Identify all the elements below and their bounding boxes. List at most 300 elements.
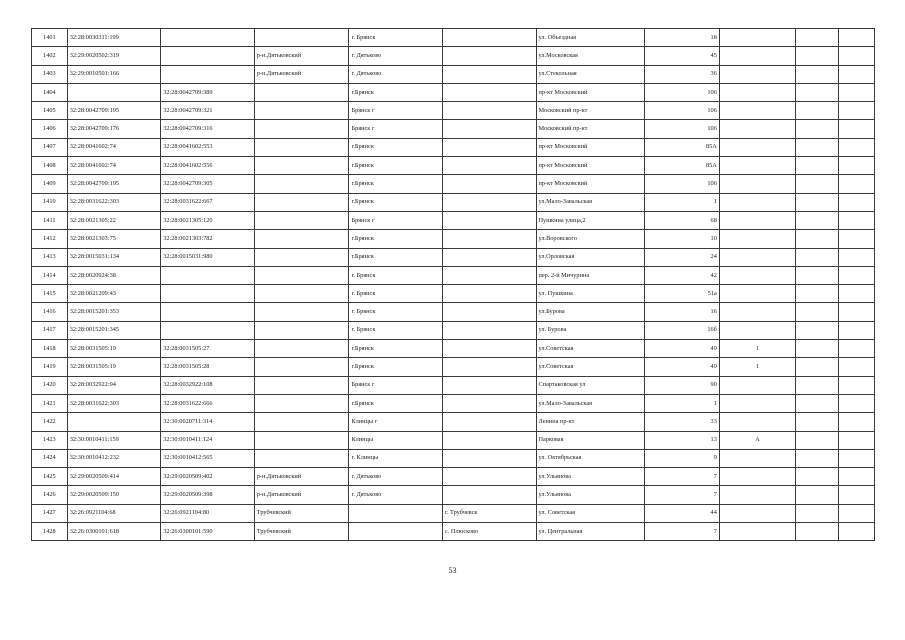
apartment-cell	[796, 102, 839, 120]
cadastral-number-cell: 32:28:0030311:199	[67, 29, 161, 47]
district-cell	[254, 29, 349, 47]
settlement-cell	[442, 29, 536, 47]
extra-cell	[839, 230, 875, 248]
street-cell: ул.Советская	[536, 358, 644, 376]
cadastral-number-cell: 32:26:0921104:68	[67, 504, 161, 522]
district-cell	[254, 376, 349, 394]
building-cadastral-cell: 32:28:0042709:321	[161, 102, 255, 120]
apartment-cell	[796, 285, 839, 303]
district-cell	[254, 413, 349, 431]
building-cadastral-cell: 32:30:0010411:124	[161, 431, 255, 449]
settlement-cell	[442, 468, 536, 486]
district-cell	[254, 193, 349, 211]
apartment-cell	[796, 248, 839, 266]
district-cell	[254, 120, 349, 138]
street-cell: ул.Московская	[536, 47, 644, 65]
district-cell	[254, 157, 349, 175]
district-cell	[254, 431, 349, 449]
building-cadastral-cell: 32:30:0020711:314	[161, 413, 255, 431]
city-cell	[349, 523, 443, 541]
extra-cell	[839, 248, 875, 266]
building-cadastral-cell: 32:28:0015031:980	[161, 248, 255, 266]
building-number-cell	[719, 486, 795, 504]
table-row	[32, 248, 875, 266]
cadastral-number-cell: 32:28:0031622:303	[67, 193, 161, 211]
extra-cell	[839, 29, 875, 47]
city-cell: г. Дятьково	[349, 47, 443, 65]
apartment-cell	[796, 29, 839, 47]
settlement-cell	[442, 376, 536, 394]
house-number-cell: 106	[644, 102, 719, 120]
table-row	[32, 431, 875, 449]
extra-cell	[839, 303, 875, 321]
building-cadastral-cell: 32:28:0042709:316	[161, 120, 255, 138]
extra-cell	[839, 358, 875, 376]
building-number-cell	[719, 211, 795, 229]
street-cell: ул. Объездная	[536, 29, 644, 47]
apartment-cell	[796, 211, 839, 229]
row-number-cell: 1417	[32, 321, 68, 339]
row-number-cell: 1402	[32, 47, 68, 65]
row-number-cell: 1410	[32, 193, 68, 211]
building-number-cell: А	[719, 431, 795, 449]
house-number-cell: 51а	[644, 285, 719, 303]
table-row	[32, 47, 875, 65]
settlement-cell	[442, 431, 536, 449]
cadastral-number-cell: 32:28:0015201:353	[67, 303, 161, 321]
table-body	[32, 29, 875, 541]
cadastral-number-cell: 32:28:0015201:345	[67, 321, 161, 339]
street-cell: ул. Центральная	[536, 523, 644, 541]
building-number-cell	[719, 120, 795, 138]
extra-cell	[839, 266, 875, 284]
building-cadastral-cell: 32:30:0010412:565	[161, 449, 255, 467]
building-number-cell	[719, 321, 795, 339]
building-number-cell	[719, 102, 795, 120]
district-cell	[254, 321, 349, 339]
row-number-cell: 1421	[32, 394, 68, 412]
apartment-cell	[796, 504, 839, 522]
district-cell	[254, 266, 349, 284]
row-number-cell: 1409	[32, 175, 68, 193]
extra-cell	[839, 285, 875, 303]
district-cell: р-н.Дятьковский	[254, 486, 349, 504]
apartment-cell	[796, 413, 839, 431]
apartment-cell	[796, 486, 839, 504]
district-cell	[254, 358, 349, 376]
row-number-cell: 1422	[32, 413, 68, 431]
house-number-cell: 106	[644, 120, 719, 138]
building-number-cell	[719, 175, 795, 193]
house-number-cell: 1	[644, 394, 719, 412]
table-row	[32, 523, 875, 541]
settlement-cell	[442, 449, 536, 467]
city-cell: Брянск г	[349, 120, 443, 138]
house-number-cell: 106	[644, 83, 719, 101]
building-number-cell	[719, 504, 795, 522]
city-cell: Брянск г	[349, 211, 443, 229]
cadastral-number-cell: 32:30:0010411:159	[67, 431, 161, 449]
street-cell: ул.Мало-Завальская	[536, 193, 644, 211]
table-row	[32, 303, 875, 321]
settlement-cell	[442, 266, 536, 284]
house-number-cell: 45	[644, 47, 719, 65]
district-cell: Трубчевский	[254, 504, 349, 522]
house-number-cell: 49	[644, 358, 719, 376]
building-cadastral-cell	[161, 47, 255, 65]
building-number-cell	[719, 266, 795, 284]
city-cell: г.Брянск	[349, 248, 443, 266]
cadastral-number-cell: 32:28:0042709:195	[67, 175, 161, 193]
building-cadastral-cell: 32:28:0032922:108	[161, 376, 255, 394]
settlement-cell	[442, 193, 536, 211]
building-number-cell: 1	[719, 340, 795, 358]
settlement-cell	[442, 486, 536, 504]
cadastral-number-cell: 32:28:0031505:19	[67, 358, 161, 376]
building-cadastral-cell	[161, 285, 255, 303]
apartment-cell	[796, 266, 839, 284]
city-cell: г.Брянск	[349, 138, 443, 156]
row-number-cell: 1425	[32, 468, 68, 486]
building-number-cell	[719, 193, 795, 211]
apartment-cell	[796, 65, 839, 83]
street-cell: ул.Стекольная	[536, 65, 644, 83]
settlement-cell	[442, 138, 536, 156]
row-number-cell: 1427	[32, 504, 68, 522]
district-cell	[254, 138, 349, 156]
building-cadastral-cell: 32:28:0031622:666	[161, 394, 255, 412]
building-cadastral-cell: 32:28:0042709:305	[161, 175, 255, 193]
city-cell: г.Брянск	[349, 394, 443, 412]
extra-cell	[839, 394, 875, 412]
apartment-cell	[796, 449, 839, 467]
district-cell	[254, 211, 349, 229]
row-number-cell: 1401	[32, 29, 68, 47]
apartment-cell	[796, 175, 839, 193]
building-number-cell	[719, 248, 795, 266]
settlement-cell	[442, 340, 536, 358]
street-cell: ул.Советская	[536, 340, 644, 358]
city-cell: г. Дятьково	[349, 65, 443, 83]
page-number: 53	[448, 566, 457, 575]
settlement-cell	[442, 358, 536, 376]
street-cell: пр-кт Московский	[536, 83, 644, 101]
settlement-cell	[442, 248, 536, 266]
city-cell: г. Дятьково	[349, 486, 443, 504]
building-cadastral-cell	[161, 29, 255, 47]
cadastral-number-cell: 32:28:0031505:19	[67, 340, 161, 358]
apartment-cell	[796, 394, 839, 412]
settlement-cell	[442, 120, 536, 138]
house-number-cell: 7	[644, 486, 719, 504]
table-row	[32, 157, 875, 175]
apartment-cell	[796, 358, 839, 376]
table-row	[32, 376, 875, 394]
building-number-cell	[719, 413, 795, 431]
house-number-cell: 7	[644, 523, 719, 541]
street-cell: Пушкина улица,2	[536, 211, 644, 229]
extra-cell	[839, 431, 875, 449]
settlement-cell	[442, 413, 536, 431]
building-cadastral-cell	[161, 266, 255, 284]
district-cell: Трубчевский	[254, 523, 349, 541]
row-number-cell: 1426	[32, 486, 68, 504]
cadastral-number-cell: 32:28:0031622:303	[67, 394, 161, 412]
cadastral-number-cell: 32:29:0020509:414	[67, 468, 161, 486]
building-cadastral-cell	[161, 303, 255, 321]
cadastral-number-cell: 32:28:0021305:22	[67, 211, 161, 229]
street-cell: пр-кт Московский	[536, 175, 644, 193]
cadastral-number-cell: 32:28:0041602:74	[67, 138, 161, 156]
cadastral-number-cell: 32:30:0010412:232	[67, 449, 161, 467]
table-row	[32, 449, 875, 467]
house-number-cell: 68	[644, 211, 719, 229]
city-cell: г.Брянск	[349, 175, 443, 193]
row-number-cell: 1419	[32, 358, 68, 376]
city-cell: г. Брянск	[349, 321, 443, 339]
address-register-table	[31, 28, 875, 541]
settlement-cell	[442, 211, 536, 229]
building-cadastral-cell	[161, 321, 255, 339]
district-cell	[254, 83, 349, 101]
house-number-cell: 49	[644, 340, 719, 358]
city-cell: г.Брянск	[349, 358, 443, 376]
row-number-cell: 1406	[32, 120, 68, 138]
table-row	[32, 340, 875, 358]
cadastral-number-cell: 32:28:0042709:195	[67, 102, 161, 120]
building-number-cell: 1	[719, 358, 795, 376]
table-row	[32, 468, 875, 486]
apartment-cell	[796, 157, 839, 175]
table-row	[32, 138, 875, 156]
cadastral-number-cell: 32:29:0010501:166	[67, 65, 161, 83]
building-cadastral-cell: 32:28:0031622:667	[161, 193, 255, 211]
street-cell: Московский пр-кт	[536, 102, 644, 120]
row-number-cell: 1418	[32, 340, 68, 358]
cadastral-number-cell: 32:28:0015031:134	[67, 248, 161, 266]
table-row	[32, 285, 875, 303]
building-number-cell	[719, 449, 795, 467]
district-cell	[254, 285, 349, 303]
building-cadastral-cell: 32:28:0031505:28	[161, 358, 255, 376]
extra-cell	[839, 138, 875, 156]
street-cell: ул.Орловская	[536, 248, 644, 266]
building-cadastral-cell: 32:28:0021303:782	[161, 230, 255, 248]
building-cadastral-cell	[161, 65, 255, 83]
table-row	[32, 193, 875, 211]
apartment-cell	[796, 230, 839, 248]
street-cell: ул. Бурова	[536, 321, 644, 339]
city-cell: г.Брянск	[349, 230, 443, 248]
street-cell: пер. 2-й Мичурина	[536, 266, 644, 284]
building-number-cell	[719, 376, 795, 394]
building-number-cell	[719, 468, 795, 486]
building-number-cell	[719, 157, 795, 175]
district-cell	[254, 230, 349, 248]
settlement-cell	[442, 230, 536, 248]
apartment-cell	[796, 431, 839, 449]
city-cell: г. Брянск	[349, 303, 443, 321]
apartment-cell	[796, 523, 839, 541]
building-cadastral-cell: 32:28:0042709:389	[161, 83, 255, 101]
settlement-cell: г. Трубчевск	[442, 504, 536, 522]
house-number-cell: 16б	[644, 321, 719, 339]
extra-cell	[839, 504, 875, 522]
extra-cell	[839, 193, 875, 211]
street-cell: ул.Бурова	[536, 303, 644, 321]
building-number-cell	[719, 394, 795, 412]
row-number-cell: 1424	[32, 449, 68, 467]
table-row	[32, 29, 875, 47]
row-number-cell: 1413	[32, 248, 68, 266]
city-cell: Брянск г	[349, 376, 443, 394]
cadastral-number-cell: 32:28:0041602:74	[67, 157, 161, 175]
row-number-cell: 1408	[32, 157, 68, 175]
building-number-cell	[719, 47, 795, 65]
building-cadastral-cell: 32:28:0041602:556	[161, 157, 255, 175]
city-cell: г.Брянск	[349, 193, 443, 211]
street-cell: ул. Советская	[536, 504, 644, 522]
building-cadastral-cell: 32:28:0021305:120	[161, 211, 255, 229]
district-cell: р-н.Дятьковский	[254, 65, 349, 83]
city-cell: г. Дятьково	[349, 468, 443, 486]
street-cell: пр-кт Московский	[536, 138, 644, 156]
cadastral-number-cell	[67, 83, 161, 101]
building-number-cell	[719, 230, 795, 248]
building-cadastral-cell: 32:29:0020509:402	[161, 468, 255, 486]
district-cell	[254, 248, 349, 266]
extra-cell	[839, 102, 875, 120]
building-number-cell	[719, 285, 795, 303]
apartment-cell	[796, 47, 839, 65]
extra-cell	[839, 321, 875, 339]
cadastral-number-cell	[67, 413, 161, 431]
table-row	[32, 413, 875, 431]
table-row	[32, 230, 875, 248]
district-cell	[254, 394, 349, 412]
extra-cell	[839, 340, 875, 358]
building-number-cell	[719, 138, 795, 156]
extra-cell	[839, 413, 875, 431]
city-cell: г. Клинцы	[349, 449, 443, 467]
table-row	[32, 266, 875, 284]
street-cell: ул.Воровского	[536, 230, 644, 248]
district-cell	[254, 449, 349, 467]
cadastral-number-cell: 32:29:0020509:150	[67, 486, 161, 504]
building-cadastral-cell: 32:29:0020509:398	[161, 486, 255, 504]
district-cell	[254, 303, 349, 321]
street-cell: Московский пр-кт	[536, 120, 644, 138]
settlement-cell	[442, 285, 536, 303]
street-cell: пр-кт Московский	[536, 157, 644, 175]
city-cell: Клинцы	[349, 431, 443, 449]
settlement-cell	[442, 394, 536, 412]
table-row	[32, 65, 875, 83]
house-number-cell: 90	[644, 376, 719, 394]
city-cell: г. Брянск	[349, 285, 443, 303]
row-number-cell: 1411	[32, 211, 68, 229]
table-row	[32, 358, 875, 376]
building-cadastral-cell: 32:28:0031505:27	[161, 340, 255, 358]
settlement-cell	[442, 65, 536, 83]
row-number-cell: 1404	[32, 83, 68, 101]
row-number-cell: 1428	[32, 523, 68, 541]
apartment-cell	[796, 83, 839, 101]
row-number-cell: 1412	[32, 230, 68, 248]
cadastral-number-cell: 32:28:0020924:38	[67, 266, 161, 284]
house-number-cell: 7	[644, 468, 719, 486]
house-number-cell: 106	[644, 175, 719, 193]
city-cell: Брянск г	[349, 102, 443, 120]
settlement-cell	[442, 303, 536, 321]
house-number-cell: 36	[644, 65, 719, 83]
apartment-cell	[796, 138, 839, 156]
extra-cell	[839, 449, 875, 467]
extra-cell	[839, 83, 875, 101]
cadastral-number-cell: 32:29:0020502:319	[67, 47, 161, 65]
table-row	[32, 175, 875, 193]
settlement-cell	[442, 47, 536, 65]
house-number-cell: 44	[644, 504, 719, 522]
house-number-cell: 1	[644, 193, 719, 211]
house-number-cell: 85А	[644, 157, 719, 175]
row-number-cell: 1407	[32, 138, 68, 156]
building-number-cell	[719, 65, 795, 83]
building-cadastral-cell: 32:28:0041602:553	[161, 138, 255, 156]
table-row	[32, 504, 875, 522]
row-number-cell: 1423	[32, 431, 68, 449]
row-number-cell: 1420	[32, 376, 68, 394]
cadastral-number-cell: 32:28:0042709:176	[67, 120, 161, 138]
house-number-cell: 9	[644, 449, 719, 467]
extra-cell	[839, 65, 875, 83]
row-number-cell: 1414	[32, 266, 68, 284]
settlement-cell: с. Плюсково	[442, 523, 536, 541]
cadastral-number-cell: 32:28:0021209:43	[67, 285, 161, 303]
street-cell: ул.Мало-Завальская	[536, 394, 644, 412]
settlement-cell	[442, 102, 536, 120]
street-cell: ул. Октябрьская	[536, 449, 644, 467]
building-number-cell	[719, 303, 795, 321]
house-number-cell: 42	[644, 266, 719, 284]
table-row	[32, 102, 875, 120]
extra-cell	[839, 157, 875, 175]
cadastral-number-cell: 32:28:0021303:75	[67, 230, 161, 248]
street-cell: Спартаковская ул	[536, 376, 644, 394]
table-row	[32, 211, 875, 229]
apartment-cell	[796, 193, 839, 211]
settlement-cell	[442, 175, 536, 193]
extra-cell	[839, 376, 875, 394]
extra-cell	[839, 175, 875, 193]
apartment-cell	[796, 376, 839, 394]
row-number-cell: 1405	[32, 102, 68, 120]
extra-cell	[839, 468, 875, 486]
district-cell	[254, 175, 349, 193]
row-number-cell: 1415	[32, 285, 68, 303]
street-cell: ул. Пушкина	[536, 285, 644, 303]
city-cell: г. Брянск	[349, 266, 443, 284]
settlement-cell	[442, 83, 536, 101]
extra-cell	[839, 120, 875, 138]
building-number-cell	[719, 83, 795, 101]
house-number-cell: 18	[644, 29, 719, 47]
apartment-cell	[796, 321, 839, 339]
extra-cell	[839, 523, 875, 541]
house-number-cell: 24	[644, 248, 719, 266]
street-cell: Парковая	[536, 431, 644, 449]
apartment-cell	[796, 303, 839, 321]
